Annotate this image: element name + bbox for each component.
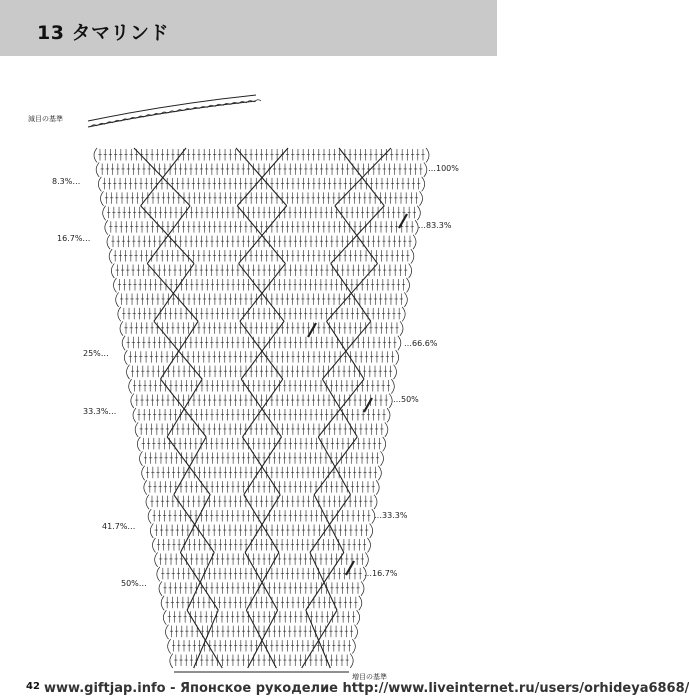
right-percentage-label: …83.3%: [418, 221, 452, 230]
left-percentage-label: 25%…: [83, 349, 109, 358]
watermark-text: www.giftjap.info - Японское рукоделие http://www.liveinternet.ru/users/orhideya6868/: [44, 681, 689, 696]
right-percentage-label: …33.3%: [374, 511, 408, 520]
left-percentage-label: 33.3%…: [83, 407, 117, 416]
right-percentage-label: …16.7%: [364, 569, 398, 578]
right-percentage-label: …100%: [428, 164, 459, 173]
left-percentage-label: 50%…: [121, 579, 147, 588]
decrease-reference-label: 減目の基準: [28, 115, 63, 123]
page-number: 42: [26, 681, 40, 692]
page-title: 13 タマリンド: [37, 22, 170, 44]
left-percentage-label: 41.7%…: [102, 522, 136, 531]
left-percentage-label: 16.7%…: [57, 234, 91, 243]
increase-reference-label: 増目の基準: [352, 673, 387, 681]
right-percentage-label: …50%: [393, 395, 419, 404]
right-percentage-label: …66.6%: [404, 339, 438, 348]
left-percentage-label: 8.3%…: [52, 177, 81, 186]
